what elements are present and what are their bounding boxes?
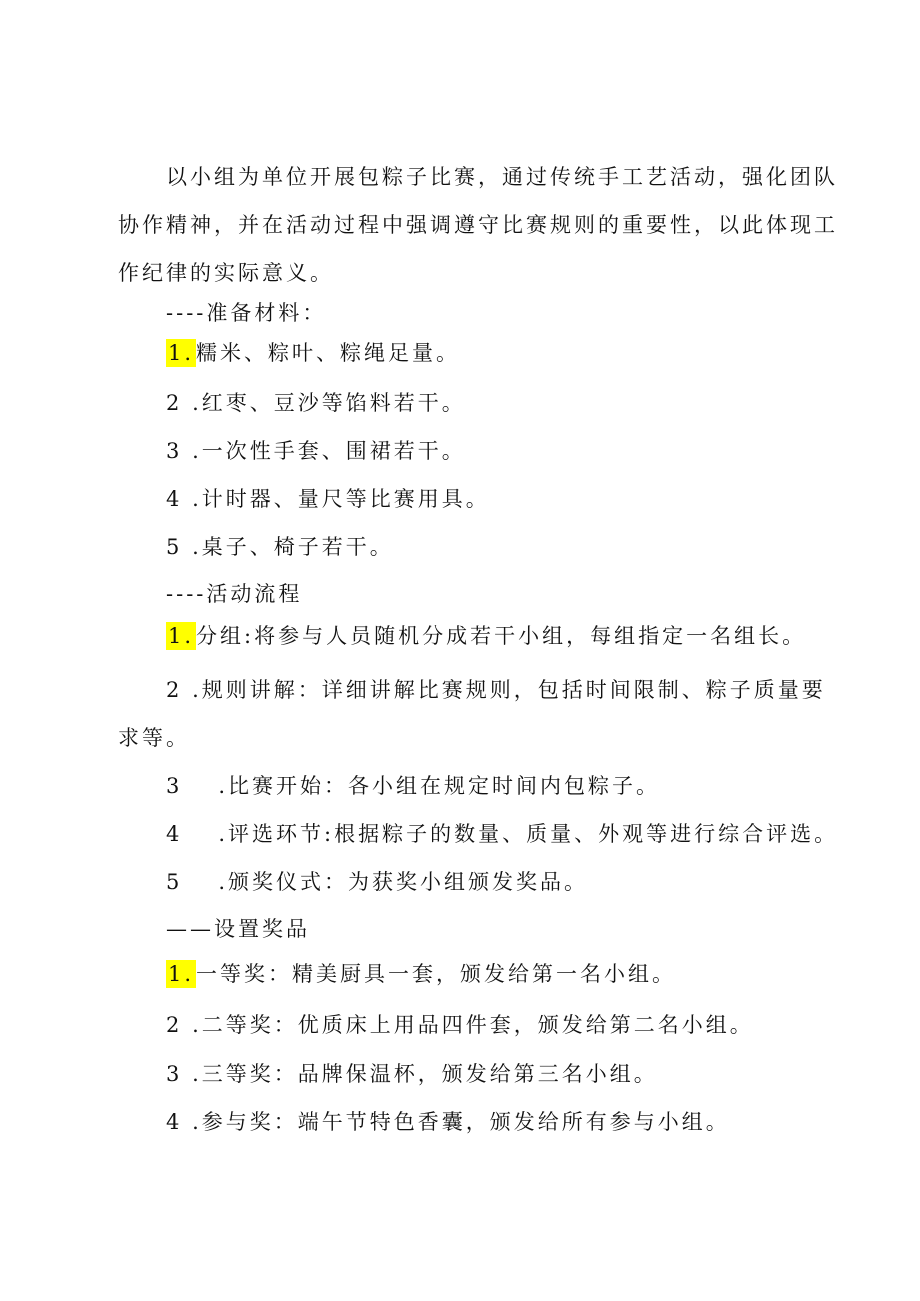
- list-item-text: .红枣、豆沙等馅料若干。: [192, 391, 466, 415]
- list-item-text: .规则讲解：详细讲解比赛规则，包括时间限制、粽子质量要: [192, 678, 826, 702]
- intro-line-2: 协作精神，并在活动过程中强调遵守比赛规则的重要性，以此体现工: [118, 213, 838, 237]
- list-item-text: .颁奖仪式：为获奖小组颁发奖品。: [218, 870, 589, 894]
- list-number: 5: [166, 870, 183, 894]
- materials-item-4: [166, 485, 490, 513]
- prizes-item-4: [166, 1108, 730, 1136]
- list-number: 3: [166, 439, 183, 463]
- list-item-text: .一次性手套、围裙若干。: [192, 439, 466, 463]
- materials-heading: ----准备材料：: [166, 301, 327, 325]
- list-number: 2: [166, 678, 183, 702]
- list-item-text: 糯米、粽叶、粽绳足量。: [196, 341, 461, 365]
- prizes-item-2: [166, 1011, 754, 1039]
- list-item-text: .比赛开始：各小组在规定时间内包粽子。: [218, 774, 661, 798]
- list-item-text: 分组:将参与人员随机分成若干小组，每组指定一名组长。: [196, 624, 807, 648]
- list-item-text: 一等奖：精美厨具一套，颁发给第一名小组。: [196, 962, 677, 986]
- process-item-5: [166, 868, 588, 896]
- materials-item-2: [166, 389, 466, 417]
- prizes-item-1: [166, 960, 676, 988]
- materials-item-3: [166, 437, 466, 465]
- list-number: 2: [166, 391, 183, 415]
- process-item-4: [166, 820, 838, 848]
- materials-item-5: [166, 533, 394, 561]
- intro-line-3: 作纪律的实际意义。: [118, 261, 334, 285]
- list-item-text: .计时器、量尺等比赛用具。: [192, 487, 490, 511]
- materials-item-1: [166, 339, 460, 367]
- list-number-highlighted: 1.: [168, 624, 195, 648]
- process-item-2-continued: 求等。: [118, 726, 190, 750]
- process-item-2: [166, 676, 826, 704]
- list-number: 4: [166, 822, 183, 846]
- process-item-3: [166, 772, 660, 800]
- list-item-text: .参与奖：端午节特色香囊，颁发给所有参与小组。: [192, 1110, 730, 1134]
- list-item-text: .三等奖：品牌保温杯，颁发给第三名小组。: [192, 1062, 658, 1086]
- process-item-1: [166, 622, 806, 650]
- list-number: 5: [166, 535, 183, 559]
- list-item-text: .评选环节:根据粽子的数量、质量、外观等进行综合评选。: [218, 822, 839, 846]
- prizes-heading: ——设置奖品: [166, 917, 310, 941]
- process-heading: ----活动流程: [166, 582, 303, 606]
- list-number-highlighted: 1.: [168, 962, 195, 986]
- list-item-text: .二等奖：优质床上用品四件套，颁发给第二名小组。: [192, 1013, 754, 1037]
- list-item-text: .桌子、椅子若干。: [192, 535, 394, 559]
- list-number-highlighted: 1.: [168, 341, 195, 365]
- list-number: 3: [166, 774, 183, 798]
- prizes-item-3: [166, 1060, 658, 1088]
- list-number: 2: [166, 1013, 183, 1037]
- list-number: 3: [166, 1062, 183, 1086]
- list-number: 4: [166, 1110, 183, 1134]
- intro-line-1: 以小组为单位开展包粽子比赛，通过传统手工艺活动，强化团队: [166, 165, 838, 189]
- list-number: 4: [166, 487, 183, 511]
